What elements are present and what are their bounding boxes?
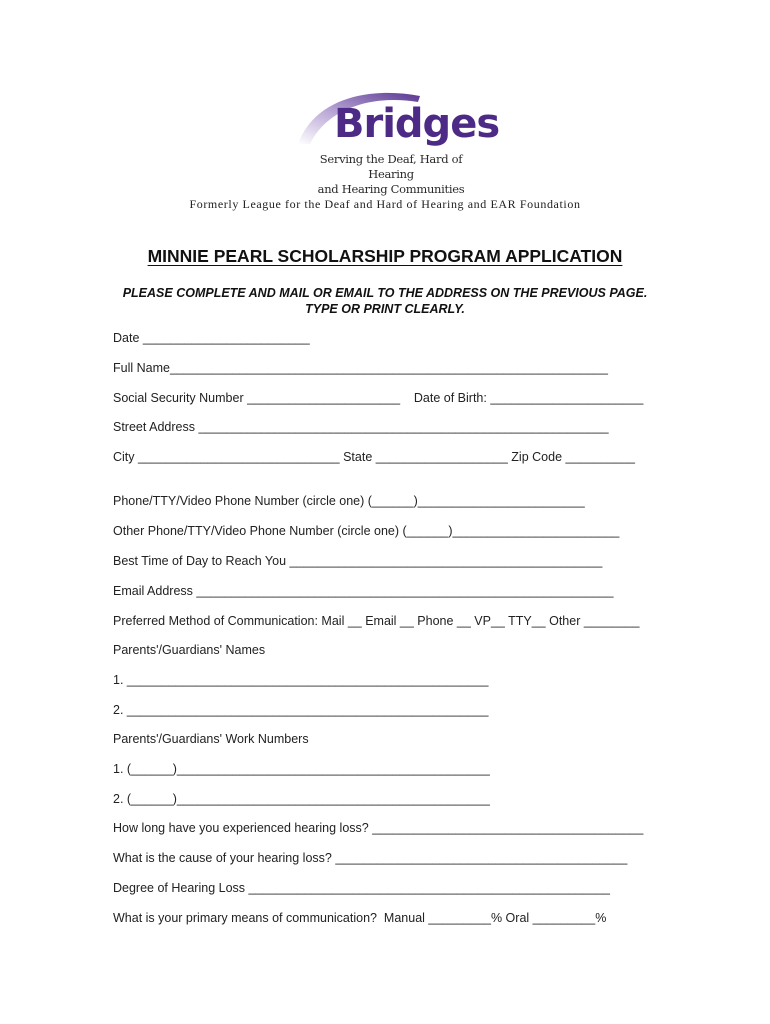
- work-number-2-field[interactable]: 2. (______)_____________________________________________: [113, 792, 490, 806]
- bridges-logo: [296, 86, 500, 196]
- best-time-field[interactable]: Best Time of Day to Reach You _____________________________________________: [113, 554, 603, 568]
- page-title: MINNIE PEARL SCHOLARSHIP PROGRAM APPLICATION: [147, 246, 623, 266]
- preferred-communication-field[interactable]: Preferred Method of Communication: Mail __ Email __ Phone __ VP__ TTY__ Other ________: [113, 614, 640, 628]
- date-field[interactable]: Date ________________________: [113, 331, 310, 345]
- email-field[interactable]: Email Address ____________________________________________________________: [113, 584, 614, 598]
- full-name-field[interactable]: Full Name_______________________________________________________________: [113, 361, 608, 375]
- logo-tagline-line-1: Serving the Deaf, Hard of Hearing: [319, 152, 463, 181]
- degree-of-hearing-loss-field[interactable]: Degree of Hearing Loss ____________________________________________________: [113, 881, 610, 895]
- parent-2-field[interactable]: 2. ____________________________________________________: [113, 703, 489, 717]
- instructions-line-1: PLEASE COMPLETE AND MAIL OR EMAIL TO THE ADDRESS ON THE PREVIOUS PAGE.: [122, 286, 648, 300]
- primary-means-field[interactable]: What is your primary means of communication? Manual _________% Oral _________%: [113, 911, 607, 925]
- logo-tagline-line-2: and Hearing Communities: [317, 182, 465, 196]
- hearing-loss-duration-field[interactable]: How long have you experienced hearing loss? _______________________________________: [113, 821, 644, 835]
- parent-1-field[interactable]: 1. ____________________________________________________: [113, 673, 489, 687]
- city-state-zip-field[interactable]: City _____________________________ State ___________________ Zip Code __________: [113, 450, 636, 464]
- hearing-loss-cause-field[interactable]: What is the cause of your hearing loss? __________________________________________: [113, 851, 628, 865]
- other-phone-field[interactable]: Other Phone/TTY/Video Phone Number (circle one) (______)________________________: [113, 524, 620, 538]
- street-address-field[interactable]: Street Address ___________________________________________________________: [113, 420, 609, 434]
- work-number-1-field[interactable]: 1. (______)_____________________________________________: [113, 762, 490, 776]
- phone-field[interactable]: Phone/TTY/Video Phone Number (circle one) (______)________________________: [113, 494, 585, 508]
- instructions-line-2: TYPE OR PRINT CLEARLY.: [305, 302, 465, 316]
- logo-wordmark: Bridges: [334, 101, 500, 147]
- logo-tagline: [300, 152, 482, 197]
- ssn-dob-field[interactable]: Social Security Number ______________________ Date of Birth: ______________________: [113, 391, 644, 405]
- parents-names-label: Parents'/Guardians' Names: [113, 643, 266, 657]
- formerly-note: Formerly League for the Deaf and Hard of Hearing and EAR Foundation: [189, 197, 581, 211]
- parents-work-label: Parents'/Guardians' Work Numbers: [113, 732, 309, 746]
